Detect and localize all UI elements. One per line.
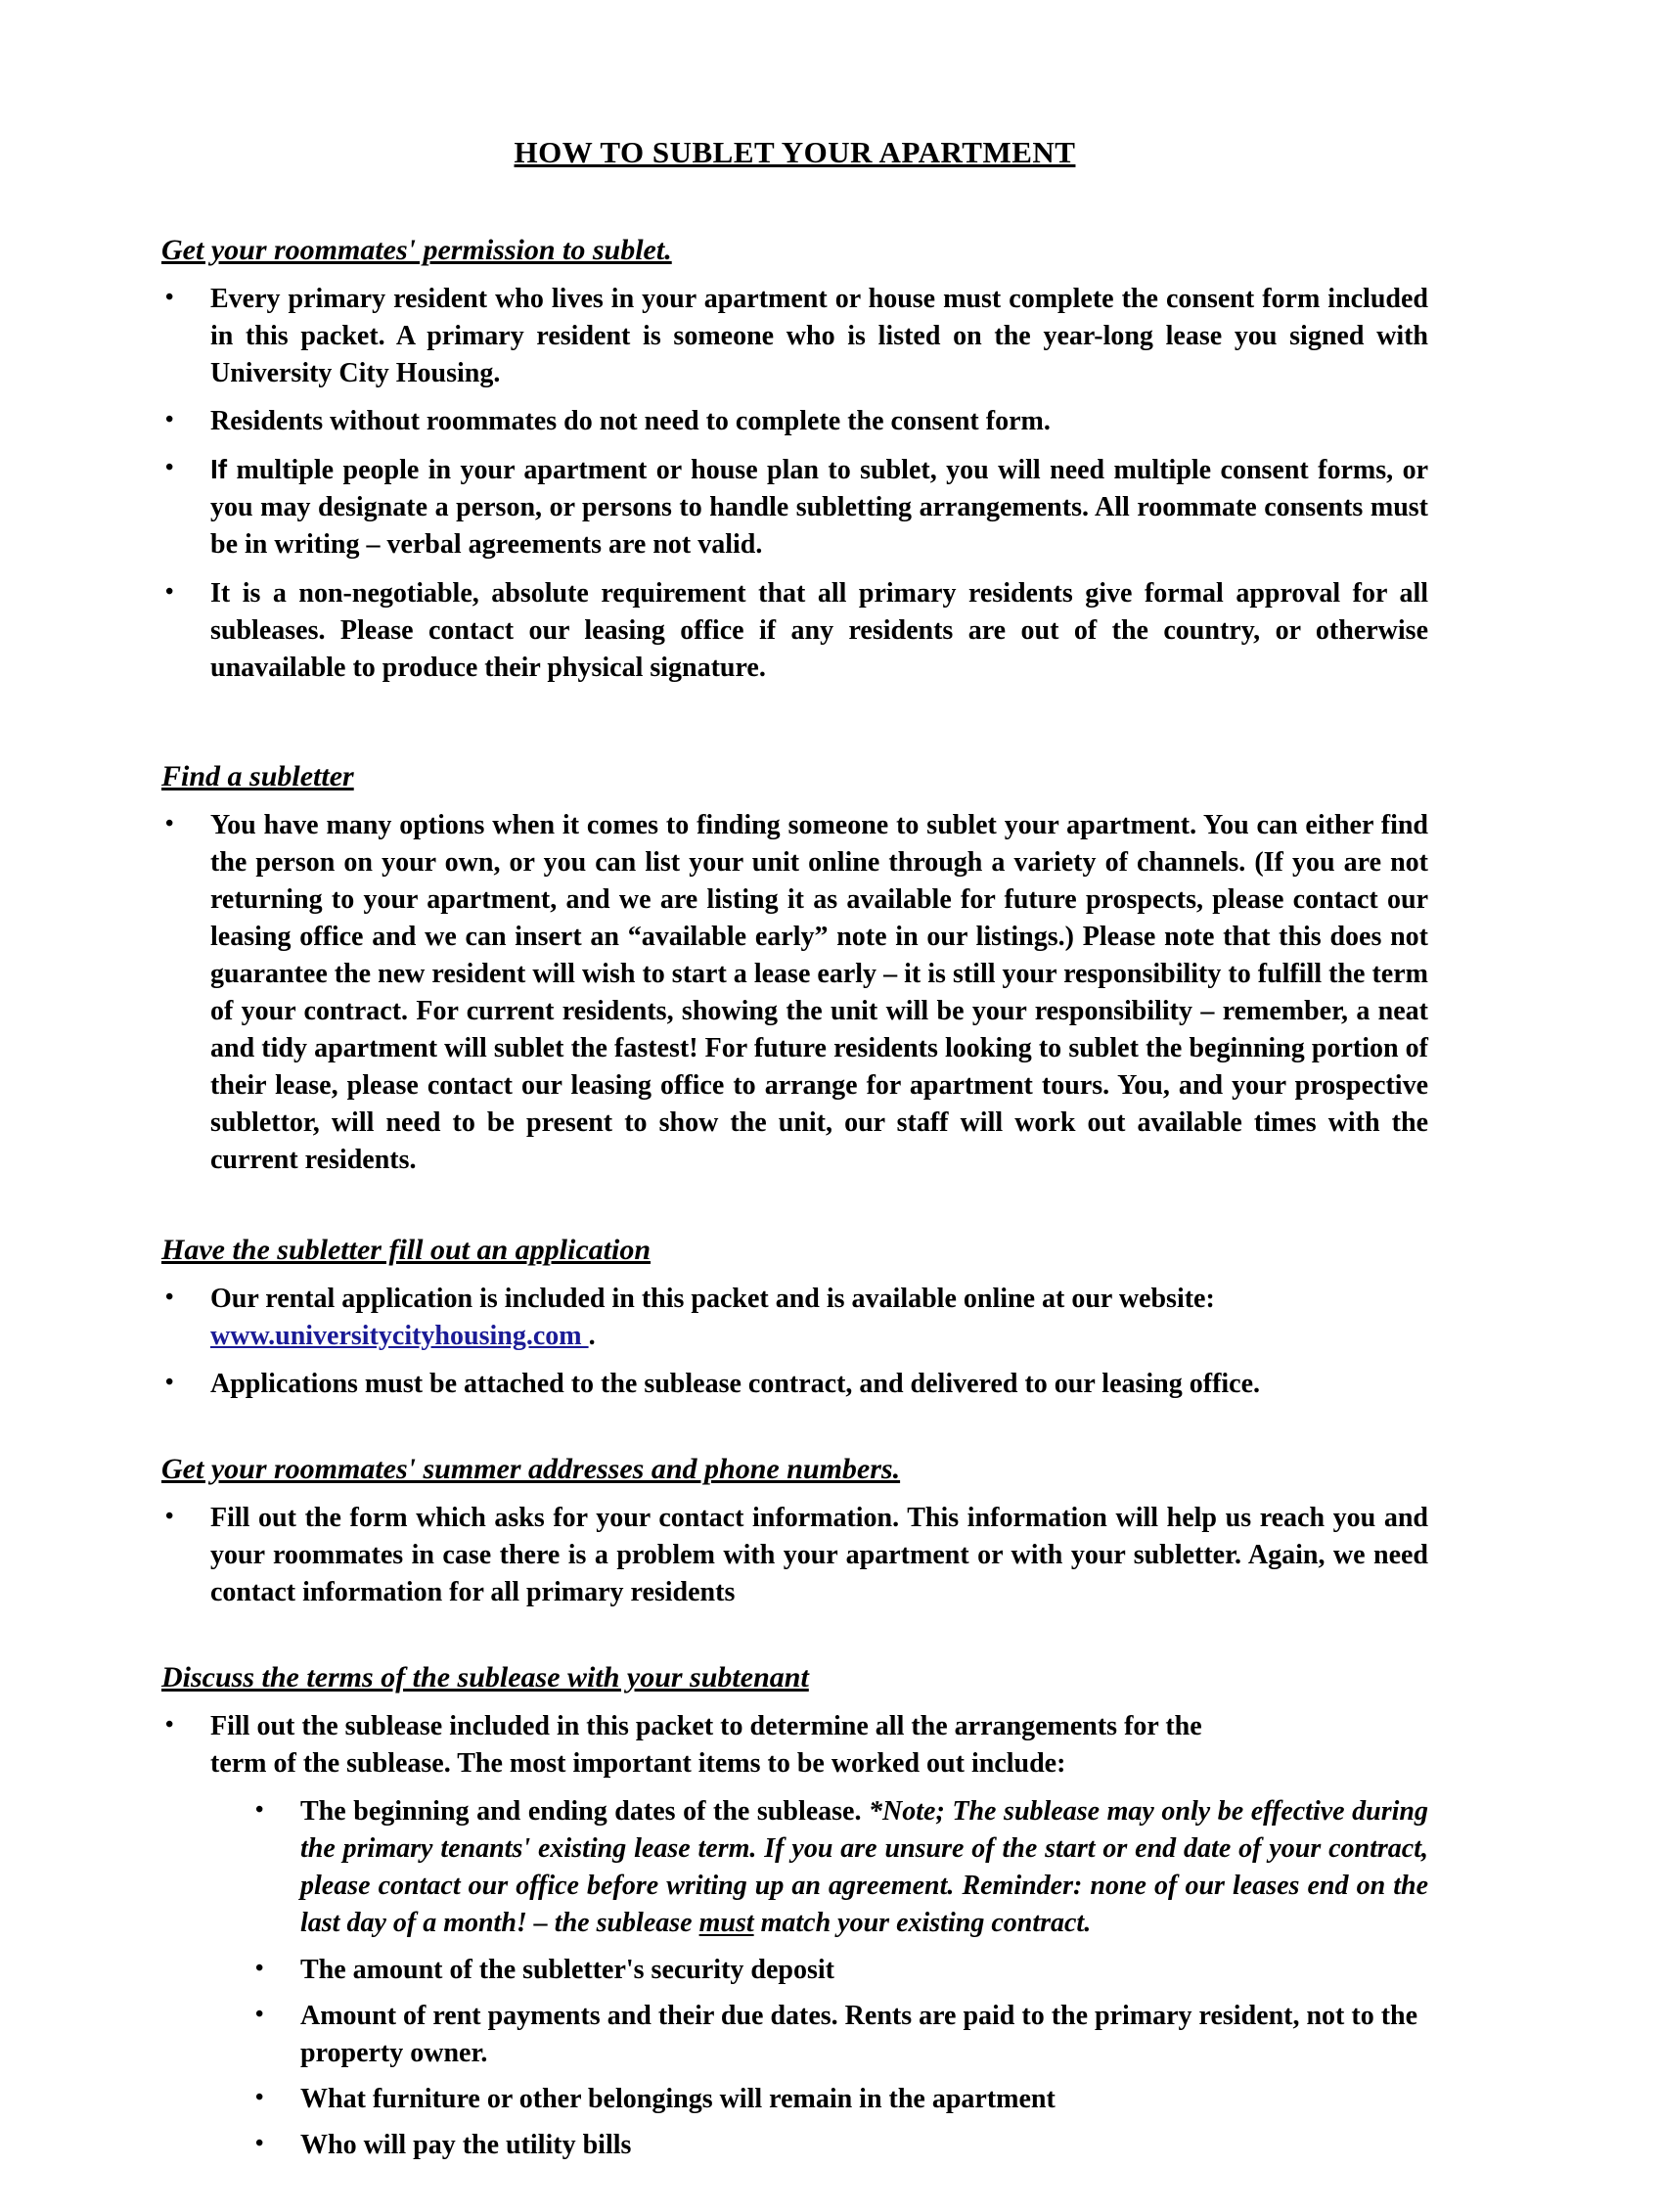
text-segment: must (698, 1908, 754, 1939)
list-item-text: • Who will pay the utility bills (300, 2129, 632, 2160)
section-permission-heading: Get your roommates' permission to sublet. (161, 234, 672, 266)
section-application (161, 1231, 1428, 1403)
list-item-text: • You have many options when it comes to finding someone to sublet your apartment. You can either find the person on your own, or you can list your unit online through a variety of channels. (If you are not returning to your apartment, and we are listing it as available for future prospects, please contact our leasing office and we can insert an “available early” note in our listings.) Please note that this does not guarantee the new resident will wish to start a lease early – it is still your responsibility to fulfill the term of your contract. For current residents, showing the unit will be your responsibility – remember, a neat and tidy apartment will sublet the fastest! For future residents looking to sublet the beginning portion of their lease, please contact our leasing office to arrange for apartment tours. You, and your prospective sublettor, will need to be present to show the unit, our staff will work out available times with the current residents. (210, 809, 1428, 1176)
text-segment: *Note; The sublease may only be effective during the primary tenants' existing lease term. If you are unsure of the start or end date of your contract, please contact our office before writing up an agreement. Reminder: none of our leases end on the last day of a month! – the sublease (300, 1796, 1428, 1939)
list-item (161, 1708, 1428, 1783)
list-item-text: • The amount of the subletter's security deposit (300, 1954, 834, 1985)
section-application-heading: Have the subletter fill out an application (161, 1233, 652, 1266)
list-item-text (210, 1281, 1428, 1355)
emphasis-must (699, 1908, 754, 1938)
text-segment: multiple people in your apartment or house plan to sublet, you will need multiple consent forms, or you may designate a person, or persons to handle subletting arrangements. All roommate consents must be in writing – verbal agreements are not valid. (210, 455, 1428, 561)
list-item-text (300, 1793, 1428, 1942)
section-permission (161, 231, 1428, 687)
list-item-text: • Residents without roommates do not need to complete the consent form. (210, 406, 1051, 437)
list-item (251, 1793, 1428, 1942)
list-item-text: • Applications must be attached to the sublease contract, and delivered to our leasing office. (210, 1368, 1261, 1399)
text-segment-sans: If (210, 454, 228, 485)
section-addresses-heading: Get your roommates' summer addresses and phone numbers. (161, 1452, 901, 1485)
list-item-text (210, 1708, 1428, 1783)
list-item (251, 1952, 1428, 1989)
list-item-text (210, 451, 1428, 564)
text-segment: match your existing contract. (753, 1908, 1092, 1939)
list-item-text: • Fill out the form which asks for your contact information. This information will help us reach you and your roommates in case there is a problem with your apartment or with your subletter. Again, we need contact information for all primary residents (210, 1502, 1428, 1607)
section-terms-heading: Discuss the terms of the sublease with your subtenant (161, 1661, 809, 1694)
section-terms (161, 1658, 1428, 2164)
list-item-text: • What furniture or other belongings will remain in the apartment (300, 2083, 1056, 2114)
list-item-text: • It is a non-negotiable, absolute requirement that all primary residents give formal approval for all subleases. Please contact our leasing office if any residents are out of the country, or otherwise unavailable to produce their physical signature. (210, 577, 1428, 683)
list-item (161, 807, 1428, 1180)
list-item (161, 1366, 1428, 1403)
list-item (161, 1281, 1428, 1355)
website-link[interactable]: www.universitycityhousing.com (210, 1320, 589, 1351)
section-find-subletter (161, 757, 1428, 1180)
text-segment: . (588, 1320, 596, 1351)
list-item-text: • Amount of rent payments and their due dates. Rents are paid to the primary resident, not to the property owner. (300, 2000, 1418, 2068)
text-segment: The beginning and ending dates of the sublease. (300, 1796, 870, 1828)
list-item (161, 1500, 1428, 1611)
list-item (161, 403, 1428, 440)
page-title: HOW TO SUBLET YOUR APARTMENT (514, 135, 1076, 169)
list-item (251, 1998, 1428, 2072)
section-find-heading: Find a subletter (161, 759, 354, 792)
list-item (251, 2127, 1428, 2164)
list-item-text: • Every primary resident who lives in your apartment or house must complete the consent form included in this packet. A primary resident is someone who is listed on the year-long lease you signed with University City Housing. (210, 284, 1428, 389)
list-item (161, 281, 1428, 392)
text-segment: term of the sublease. The most important items to be worked out include: (210, 1748, 1066, 1780)
list-item (161, 451, 1428, 564)
text-segment: Fill out the sublease included in this packet to determine all the arrangements for the (210, 1711, 1202, 1742)
text-segment: Our rental application is included in this packet and is available online at our website: (210, 1283, 1215, 1314)
list-item (251, 2081, 1428, 2118)
list-item (161, 575, 1428, 687)
sub-list (161, 1793, 1428, 2164)
section-addresses (161, 1450, 1428, 1611)
